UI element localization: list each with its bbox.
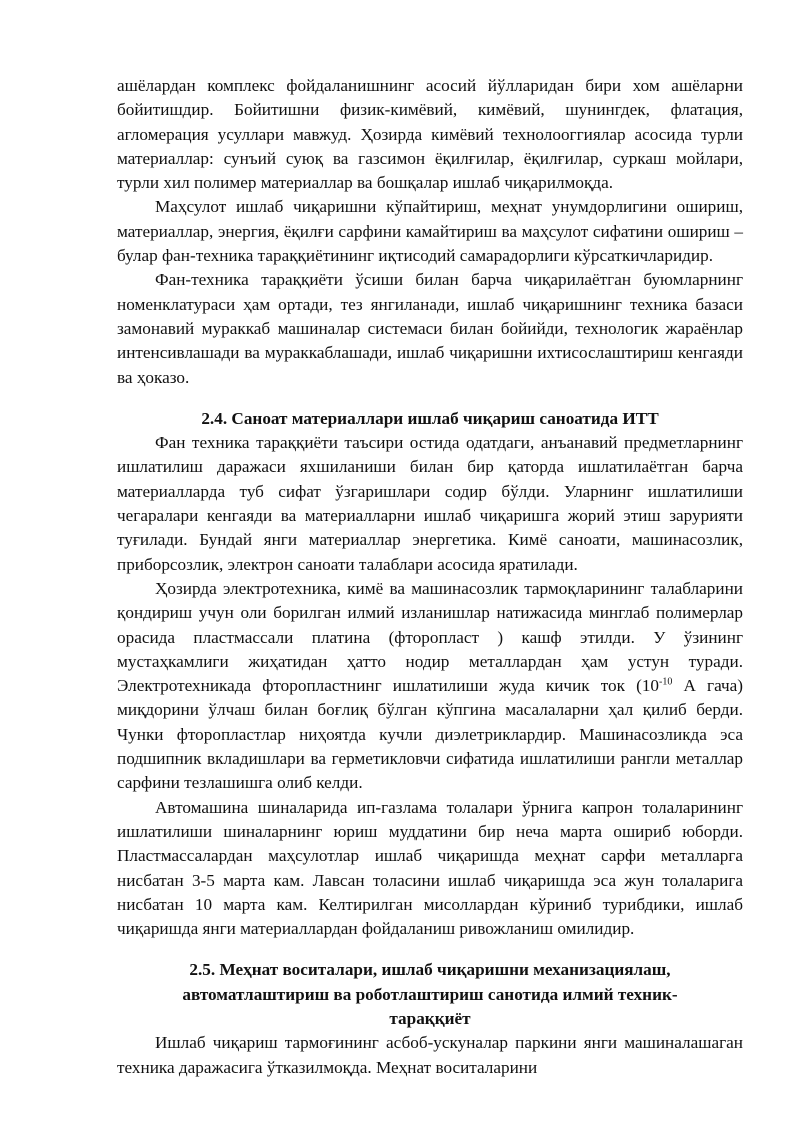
section-heading-2-4: 2.4. Саноат материаллари ишлаб чиқариш саноатида ИТТ [201,408,659,428]
paragraph-materials-change: Фан техника тараққиёти таъсири остида одатдаги, анъанавий предметларнинг ишлатилиш даражаси яхшиланиши билан бир қаторда ишлатилаётган барча материалларда туб сифат ўзгаришлари содир бўлди. Уларнинг ишлатилиши чегаралари кенгаяди ва материалларни ишлаб чиқаришга жорий этиш зарурияти туғилади. Бундай янги материаллар энергетика. Кимё саноати, машинасозлик, приборсозлик, электрон саноати талаблари асосида яратилади. [117,433,743,574]
paragraph-fluoroplastic-part2: А гача) миқдорини ўлчаш билан боғлиқ бўлган кўпгина масалаларни ҳал қилиб берди. Чунки фторопластлар ниҳоятда кучли диэлетриклардир. Машинасозликда эса подшипник вкладишлари ва герметикловчи сифатида ишлатилиши рангли металлар сарфини тезлашишга олиб келди. [117,676,744,793]
exponent-superscript: -10 [659,676,673,688]
section-heading-2-5-line3: тараққиёт [389,1008,471,1028]
paragraph-tech-progress: Фан-техника тараққиёти ўсиши билан барча чиқарилаётган буюмларнинг номенклатураси ҳам ортади, тез янгиланади, ишлаб чиқаришнинг техника базаси замонавий мураккаб машиналар системаси билан бойийди, технологик жараёнлар интенсивлашади ва мураккаблашади, ишлаб чиқаришни ихтисослаштириш кенгаяди ва ҳоказо. [117,270,743,387]
paragraph-capron-tires: Автомашина шиналарида ип-газлама толалари ўрнига капрон толаларининг ишлатилиши шиналарнинг юриш муддатини бир неча марта ошириб юборди. Пластмассалардан маҳсулотлар ишлаб чиқаришда меҳнат сарфи металларга нисбатан 3-5 марта кам. Лавсан толасини ишлаб чиқаришда эса жун толаларига нисбатан 10 марта кам. Келтирилган мисоллардан кўриниб турибдики, ишлаб чиқаришда янги материаллардан фойдаланиш ривожланиш омилидир. [117,797,743,939]
paragraph-raw-materials: ашёлардан комплекс фойдаланишнинг асосий йўлларидан бири хом ашёларни бойитишдир. Бойитишни физик-кимёвий, кимёвий, шунингдек, флатация, агломерация усуллари мавжуд. Ҳозирда кимёвий технолоoггиялар асосида турли материаллар: сунъий суюқ ва газсимон ёқилғилар, ёқилғилар, суркаш мойлари, турли хил полимер материаллар ва бошқалар ишлаб чиқарилмоқда. [117,76,743,193]
paragraph-production-efficiency: Маҳсулот ишлаб чиқаришни кўпайтириш, меҳнат унумдорлигини ошириш, материаллар, энергия, ёқилғи сарфини камайтириш ва маҳсулот сифатини ошириш – булар фан-техника тараққиётининг иқтисодий самарадорлиги кўрсаткичларидир. [117,197,743,266]
section-heading-2-5-line2: автоматлаштириш ва роботлаштириш санотида илмий техник- [182,984,678,1004]
paragraph-equipment-park: Ишлаб чиқариш тармоғининг асбоб-ускуналар паркини янги машиналашаган техника даражасига ўтказилмоқда. Меҳнат воситаларини [117,1033,743,1077]
paragraph-fluoroplastic [117,577,743,796]
section-heading-2-5-line1: 2.5. Меҳнат воситалари, ишлаб чиқаришни механизациялаш, [189,960,671,980]
section-heading-2-5 [117,958,743,1031]
document-page [117,74,743,1080]
paragraph-fluoroplastic-part1: Ҳозирда электротехника, кимё ва машинасозлик тармоқларининг талабларини қондириш учун оли борилган илмий изланишлар натижасида минглаб полимерлар орасида пластмассали платина (фторопласт ) кашф этилди. У ўзининг мустаҳкамлиги жиҳатидан ҳатто нодир металлардан ҳам устун туради. Электротехникада фторопластнинг ишлатилиши жуда кичик ток (10 [117,578,743,696]
